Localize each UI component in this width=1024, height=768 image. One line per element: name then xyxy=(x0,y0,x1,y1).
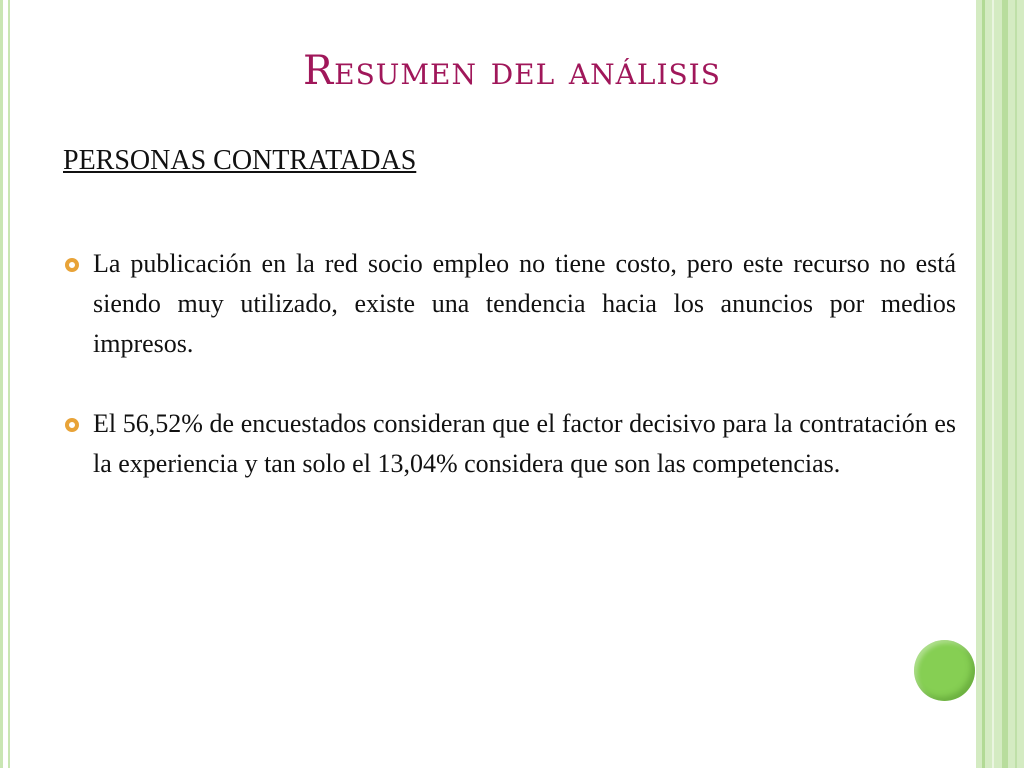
slide-title: Resumen del análisis xyxy=(303,48,721,94)
green-circle-icon xyxy=(914,640,975,701)
right-border-line-2 xyxy=(1002,0,1008,768)
right-border-line xyxy=(982,0,985,768)
bullet-text: El 56,52% de encuestados consideran que el factor decisivo para la contratación es la experiencia y tan solo el 13,04% considera que son las competencias. xyxy=(93,409,956,478)
ring-bullet-icon xyxy=(65,418,79,432)
ring-bullet-icon xyxy=(65,258,79,272)
right-border-line-3 xyxy=(1015,0,1017,768)
slide-subtitle: PERSONAS CONTRATADAS xyxy=(63,145,417,176)
bullet-item xyxy=(63,244,956,364)
bullet-text: La publicación en la red socio empleo no tiene costo, pero este recurso no está siendo muy utilizado, existe una tendencia hacia los anuncios por medios impresos. xyxy=(93,249,956,358)
bullet-list xyxy=(63,244,956,524)
bullet-item xyxy=(63,404,956,484)
left-border-stripe xyxy=(0,0,3,768)
right-border-highlight xyxy=(992,0,994,768)
left-border-line xyxy=(8,0,10,768)
